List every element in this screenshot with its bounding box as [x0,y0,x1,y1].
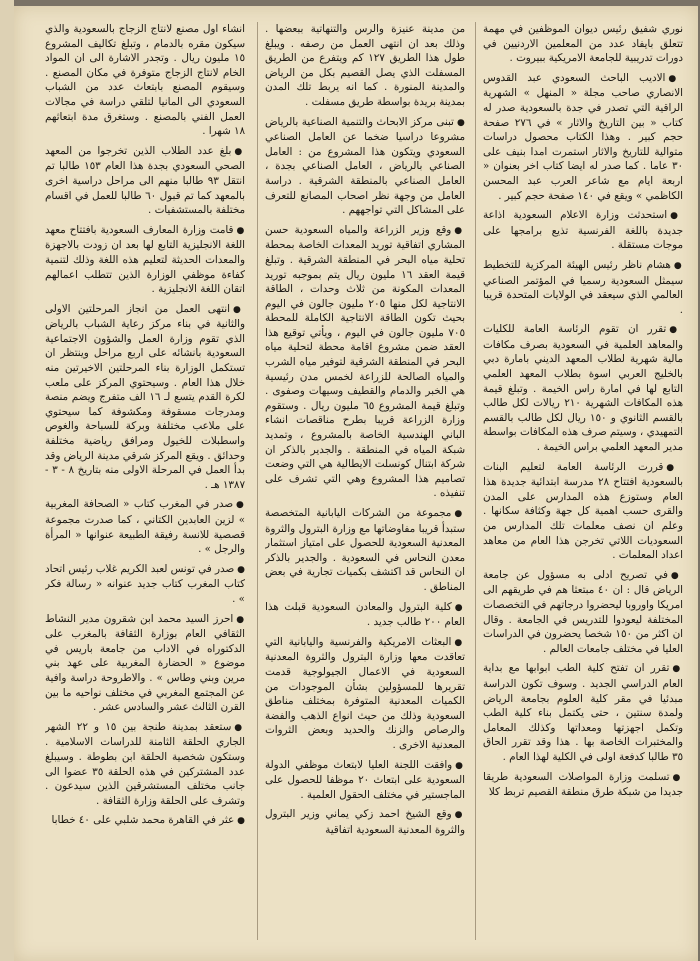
news-text: هشام ناظر رئيس الهيئة المركزية للتخطيط سيمثل السعودية رسميا في المؤتمر الصناعي العالمي الذي سيعقد في الولايات المتحدة قريبا . [483,258,683,316]
news-item [483,568,683,657]
column-middle [265,22,465,940]
news-text: كلية البترول والمعادن السعودية قبلت هذا العام ٢٠٠ طالب جديد . [265,600,465,629]
bullet-icon: ● [236,614,245,625]
news-text: تقرر ان تقوم الرئاسة العامة للكليات والمعاهد العلمية في السعودية بصرف مكافات مالية شهرية لطلاب المعهد الديني بامارة دبي بالخليج العربي اسوة بطلاب المعهد العلمي التابع لها في امارة راس الخيمة . وتبلغ قيمة هذه المكافات الشهرية ٢١٠ ريالات لكل طالب بالقسم الثانوي و ١٥٠ ريال لكل طالب بالقسم التمهيدي ، وسيتم صرف هذه المكافات بواسطة مدير المعهد العلمي براس الخيمة . [483,323,683,454]
news-item [265,600,465,630]
bullet-icon: ● [669,325,683,336]
bullet-icon: ● [235,500,245,511]
news-item [265,506,465,595]
bullet-icon: ● [455,760,465,771]
bullet-icon: ● [237,816,245,827]
news-item [483,22,683,66]
news-item [483,71,683,203]
news-item [45,497,245,556]
news-item [265,115,465,218]
news-text: من مدينة عنيزة والرس والتنهاتية ببعضها . وذلك بعد ان انتهى العمل من رصفه . ويبلغ طول هذا الطريق ١٢٧ كم ويتفرع من الطريق المسفلت الذي يصل القصيم بكل من الرياض والمدينة المنورة . كما انه يربط تلك المدن بمدينة بريدة بواسطة طريق مسفلت . [265,23,465,108]
news-text: نوري شفيق رئيس ديوان الموظفين في مهمة تتعلق بايفاد عدد من المعلمين الاردنيين في دورات تدريبية للجامعة الامريكية ببيروت . [483,23,683,65]
bullet-icon: ● [237,564,245,575]
news-text: احرز السيد محمد ابن شقرون مدير النشاط الثقافي العام بوزارة الثقافة بالمغرب على الدكتوراه في الاداب من جامعة باريس في موضوع « الحضارة المغربية على عهد بني مرين وبني وطاس » . والاطروحة دراسة وافية عن المجتمع المغربي في مختلف نواحيه ما بين القرن الثالث عشر والسادس عشر . [45,612,245,714]
news-item [45,562,245,607]
news-text: تقرر ان تفتح كلية الطب ابوابها مع بداية العام الدراسي الجديد . وسوف تكون الدراسة مبدئيا في مقر كلية العلوم بجامعة الرياض ولمدة سنتين ، حتى يكتمل بناء كلية الطب وتكمل اجهزتها ومعداتها وكذلك المعامل والمختبرات الخاصة بها . هذا وقد تقرر الحاق ٣٥ طالبا كدفعة اولى في الكلية لهذا العام . [483,662,683,763]
news-item [483,460,683,563]
page-binding-edge [0,0,14,961]
bullet-icon: ● [234,722,245,733]
news-text: ستعقد بمدينة طنجة بين ١٥ و ٢٢ الشهر الجاري الحلقة الثامنة للدراسات الاسلامية . وستكون شخصية الحلقة ابن بطوطة . وسيبلغ عدد المشتركين في هذه الحلقة ٣٥ عضوا الى جانب مختلف المستشرقين الذين سيدعون . وتشرف على الحلقة وزارة الثقافة . [45,720,245,807]
news-text: انتهى العمل من انجاز المرحلتين الاولى والثانية في بناء مركز رعاية الشباب بالرياض الذي تقوم وزارة العمل والشؤون الاجتماعية السعودية بانشائه على اربع مراحل وينتظر ان تستكمل الوزارة بناء المرحلتين الاخيرتين منه خلال هذا العام . وسيحتوي المركز على ملعب لكرة القدم يتسع لـ ١٦ الف متفرج ويضم منصة ومدرجات مسقوفة ومكشوفة كما سيحتوي على ملاعب مختلفة وبركة للسباحة والغوص واسطبلات للخيول ومرافق رياضية مختلفة وحدائق . ويقع المركز شرقي مدينة الرياض وقد بدأ العمل في المرحلة الاولى منه بتاريخ ٨ - ٣ - ١٣٨٧ هـ . [45,302,245,491]
news-text: وافقت اللجنة العليا لابتعاث موظفي الدولة السعودية على ابتعاث ٢٠ موظفا للحصول على الماجستير في مختلف الحقول العلمية . [265,758,465,801]
news-item [483,661,683,764]
bullet-icon: ● [668,73,683,84]
news-text: انشاء اول مصنع لانتاج الزجاج بالسعودية والذي سيكون مقره بالدمام ، وتبلغ تكاليف المشروع ١٥ مليون ريال . وتجدر الاشارة الى ان المواد الخام لانتاج الزجاج متوفرة في مكان المصنع . وسيقوم المصنع بابتعاث عدد من الشباب السعودي الى المانيا لتلقي دراسة في مجالات العمل الفني بالمصنع . وستغرق مدة ابتعاثهم ١٨ شهرا . [45,23,245,138]
news-text: الاديب الباحث السعودي عبد القدوس الانصاري صاحب مجلة « المنهل » الشهرية الراقية التي تصدر في جدة بالسعودية صدر له كتاب « بين التاريخ والاثار » في ٢٧٦ صفحة حجم كبير . وهذا الكتاب محصول دراسات متوالية للتاريخ والاثار استمرت امدا بنيف على ٣٠ عاما . كما صدر له ايضا كتاب اخر بعنوان « اربعة ايام مع شاعر العرب عبد المحسن الكاظمي » ويقع في ١٤٠ صفحة حجم كبير . [483,71,683,202]
news-text: مجموعة من الشركات اليابانية المتخصصة ستبدأ قريبا مفاوضاتها مع وزارة البترول والثروة المعدنية السعودية للحصول على امتياز استثمار معدن النحاس في السعودية . والجدير بالذكر ان النحاس قد اكتشف بكميات تجارية في بعض المناطق . [265,507,465,593]
news-item [45,223,245,297]
news-item [45,22,245,139]
news-item [483,208,683,253]
column-divider [475,22,476,940]
news-item [45,302,245,493]
news-text: تبنى مركز الابحاث والتنمية الصناعية بالرياض مشروعا دراسيا ضخما عن العامل الصناعي السعودي ويتكون هذا المشروع من : العامل الصناعي بالرياض ، العامل الصناعي بجدة ، العامل الصناعي بالمنطقة الشرقية . دراسة العامل من وجهة نظر اصحاب المصانع للتعرف على المشاكل التي تواجههم . [265,115,465,217]
news-text: البعثات الامريكية والفرنسية واليابانية التي تعاقدت معها وزارة البترول والثروة المعدنية السعودية في الاعمال الجيولوجية قدمت تقريرها للمسؤولين بشأن الموجودات من الكميات المعدنية المتوفرة بمختلف مناطق السعودية وذلك من حيث انواع الذهب والفضة والرصاص والزنك والحديد وبعض الثروات المعدنية الاخرى . [265,635,465,751]
news-item [45,720,245,809]
bullet-icon: ● [670,211,683,222]
news-text: قامت وزارة المعارف السعودية بافتتاح معهد اللغة الانجليزية التابع لها بعد ان زودت بالاجهزة والمعدات الحديثة لتعليم هذه اللغة وذلك لتنمية كفاءة موظفي الوزارة الذين تتطلب اعمالهم اتقان اللغة الانجليزية . [45,223,245,296]
news-item [265,758,465,803]
bullet-icon: ● [454,602,465,613]
column-right [483,22,683,940]
news-item [265,807,465,837]
news-item [265,22,465,110]
bullet-icon: ● [456,117,465,128]
news-item [265,635,465,753]
bullet-icon: ● [673,260,683,271]
bullet-icon: ● [234,146,245,157]
news-item [483,322,683,454]
column-left [45,22,245,940]
bullet-icon: ● [672,772,683,783]
news-item [45,612,245,715]
news-item [483,770,683,800]
bullet-icon: ● [454,225,465,236]
news-text: صدر في المغرب كتاب « الصحافة المغربية » لزين العابدين الكتاني ، كما صدرت مجموعة قصصية للانسة رفيقة الطبيعة عنوانها « المرأة والرجل » . [45,498,245,556]
news-text: استحدثت وزارة الاعلام السعودية اذاعة جديدة باللغة الفرنسية تذيع برامجها على موجات مستقلة . [483,209,683,252]
news-text: في تصريح ادلى به مسؤول عن جامعة الرياض قال : ان ٤٠ مبتعثا هم في طريقهم الى امريكا واوروبا ليحضروا درجاتهم في التخصصات المختلفة ليعودوا للتدريس في الجامعة . وقال ان اكثر من ١٥٠ شخصا يحضرون في الدراسات العليا في مختلف جامعات العالم . [483,568,683,655]
column-divider [257,22,258,940]
news-text: وقع الشيخ احمد زكي يماني وزير البترول والثروة المعدنية السعودية اتفاقية [265,808,465,836]
bullet-icon: ● [672,664,683,675]
news-item [45,813,245,829]
news-text: وقع وزير الزراعة والمياه السعودية حسن المشاري اتفاقية توريد المعدات الخاصة بمحطة تحلية مياه البحر في المنطقة الشرقية . وتبلغ قيمة العقد ١٦ مليون ريال يتم بموجبه توريد المعدات المكونة من ثلاث وحدات ، الطاقة الانتاجية لكل منها ٢٠٥ مليون جالون في اليوم بحيث تكون الطاقة الانتاجية الكاملة للمحطة ٧٠٥ مليون جالون في اليوم ، ويأتي توقيع هذا العقد ضمن مشروع اقامة محطة لتحلية مياه البحر في المنطقة الشرقية لتوفير مياه الشرب والمياه الصالحة للزراعة لخمس مدن رئيسية هي الخبر والدمام والقطيف وسيهات وصفوى . وتبلغ قيمة المشروع ٦٥ مليون ريال . وستقوم وزارة الزراعة قريبا بطرح مناقصات انشاء الباني الهندسية الخاصة بالمشروع ، وتمديد شبكة المياه في المنطقة . والجدير بالذكر ان شركة ابتنال كونسلت الايطالية هي التي وضعت تصاميم هذا المشروع وهي التي تشرف على تنفيذه . [265,223,465,500]
news-item [483,258,683,317]
news-text: تسلمت وزارة المواصلات السعودية طريقا جديدا من شبكة طرق منطقة القصيم تربط كلا [483,770,683,799]
news-text: صدر في تونس لعبد الكريم غلاب رئيس اتحاد كتاب المغرب كتاب جديد عنوانه « رسالة فكر » . [45,562,245,605]
bullet-icon: ● [236,225,245,236]
news-text: بلغ عدد الطلاب الذين تخرجوا من المعهد الصحي السعودي بجدة هذا العام ١٥٣ طالبا تم انتقل ٩٣ طالبا منهم الى مراحل دراسية اخرى بالمعهد كما تم قبول ٦٠ طالبا للعمل في اقسام مختلفة بالمستشفيات . [45,144,245,217]
bullet-icon: ● [454,509,465,519]
news-text: عثر في القاهرة محمد شلبي على ٤٠ خطابا [51,814,235,827]
bullet-icon: ● [454,810,465,821]
news-item [265,223,465,501]
bullet-icon: ● [670,570,683,581]
news-item [45,144,245,218]
news-text: قررت الرئاسة العامة لتعليم البنات بالسعودية افتتاح ٢٨ مدرسة ابتدائية جديدة هذا العام وستوزع هذه المدارس على المدن والقرى حسب اهمية كل جهة وكثافة سكانها . وعلم ان نصف معلمات تلك المدارس من السعوديات اللاتي تخرجن هذا العام من معاهد اعداد المعلمات . [483,460,683,562]
bullet-icon: ● [666,462,683,473]
bullet-icon: ● [232,304,245,315]
bullet-icon: ● [454,637,465,648]
